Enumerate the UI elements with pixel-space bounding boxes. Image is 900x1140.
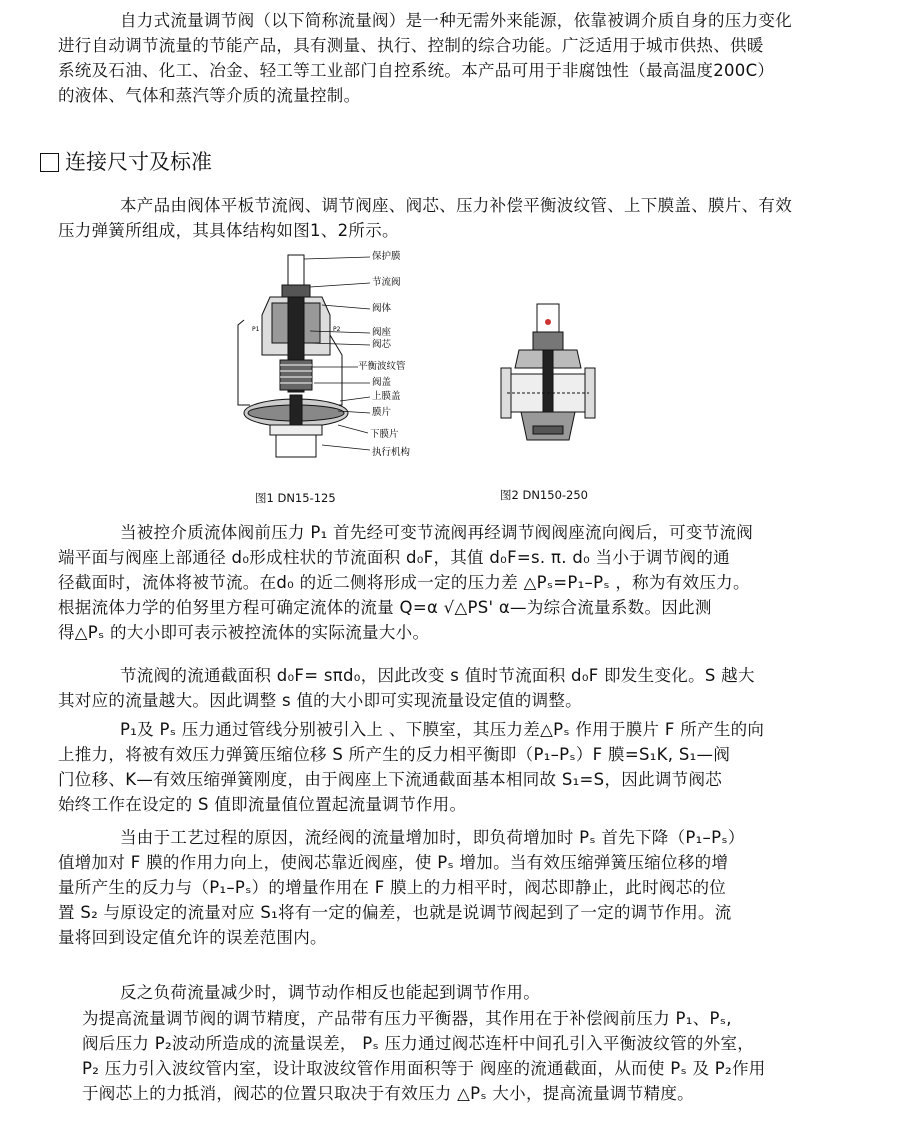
final-paragraph bbox=[82, 1006, 882, 1106]
fig1-label: 阀体 bbox=[372, 303, 392, 314]
body-line: 端平面与阀座上部通径 d₀形成柱状的节流面积 d₀F，其值 d₀F=s. π. d₀ 当小于调节阀的通 bbox=[58, 548, 730, 567]
final-line: 于阀芯上的力抵消，阀芯的位置只取决于有效压力 △Pₛ 大小，提高流量调节精度。 bbox=[82, 1084, 694, 1103]
figure2-valve-drawing bbox=[495, 300, 605, 460]
final-line: 为提高流量调节阀的调节精度，产品带有压力平衡器，其作用在于补偿阀前压力 P₁、Pₛ, bbox=[82, 1009, 732, 1028]
body-line: 门位移、K—有效压缩弹簧刚度，由于阀座上下流通截面基本相同故 S₁=S，因此调节阀芯 bbox=[58, 770, 723, 789]
section-title: 连接尺寸及标准 bbox=[65, 150, 212, 174]
section-heading bbox=[40, 148, 212, 176]
fig1-label: 上膜盖 bbox=[372, 391, 401, 402]
body-line: 其对应的流量越大。因此调整 s 值的大小即可实现流量设定值的调整。 bbox=[58, 691, 582, 710]
body-line: 量所产生的反力与（P₁–Pₛ）的增量作用在 F 膜上的力相平时，阀芯即静止，此时阀芯的位 bbox=[58, 878, 727, 897]
body-line: 当由于工艺过程的原因，流经阀的流量增加时，即负荷增加时 Pₛ 首先下降（P₁–Pₛ） bbox=[120, 828, 745, 847]
body-line: 置 S₂ 与原设定的流量对应 S₁将有一定的偏差，也就是说调节阀起到了一定的调节作用。流 bbox=[58, 903, 732, 922]
final-line: 阀后压力 P₂波动所造成的流量误差， Pₛ 压力通过阀芯连杆中间孔引入平衡波纹管的外室， bbox=[82, 1034, 755, 1053]
body-line: 始终工作在设定的 S 值即流量值位置起流量调节作用。 bbox=[58, 795, 467, 814]
fig1-label: 保护膜 bbox=[372, 251, 401, 262]
structure-line: 本产品由阀体平板节流阀、调节阀座、阀芯、压力补偿平衡波纹管、上下膜盖、膜片、有效 bbox=[120, 196, 792, 215]
fig1-label: 阀盖 bbox=[372, 377, 392, 388]
body-line: 值增加对 F 膜的作用力向上，使阀芯靠近阀座，使 Pₛ 增加。当有效压缩弹簧压缩位移的增 bbox=[58, 853, 729, 872]
body-line: 反之负荷流量减少时，调节动作相反也能起到调节作用。 bbox=[120, 983, 540, 1002]
body-line: 根据流体力学的伯努里方程可确定流体的流量 Q=α √△PS' α—为综合流量系数。因此测 bbox=[58, 598, 712, 617]
body-paragraph-4 bbox=[58, 825, 858, 950]
body-line: P₁及 Pₛ 压力通过管线分别被引入上 、下膜室，其压力差△Pₛ 作用于膜片 F 所产生的向 bbox=[120, 720, 765, 739]
intro-line: 进行自动调节流量的节能产品，具有测量、执行、控制的综合功能。广泛适用于城市供热、供暖 bbox=[58, 36, 764, 55]
fig1-label: 下膜片 bbox=[370, 429, 399, 440]
body-paragraph-1 bbox=[58, 520, 858, 645]
structure-line: 压力弹簧所组成，其具体结构如图1、2所示。 bbox=[58, 221, 399, 240]
final-line: P₂ 压力引入波纹管内室，设计取波纹管作用面积等于 阀座的流通截面，从而使 Pₛ 及 P₂作用 bbox=[82, 1059, 766, 1078]
intro-line: 系统及石油、化工、冶金、轻工等工业部门自控系统。本产品可用于非腐蚀性（最高温度200C） bbox=[58, 61, 775, 80]
figure1-valve-drawing bbox=[230, 245, 430, 460]
intro-line: 的液体、气体和蒸汽等介质的流量控制。 bbox=[58, 86, 361, 105]
body-line: 当被控介质流体阀前压力 P₁ 首先经可变节流阀再经调节阀阀座流向阀后，可变节流阀 bbox=[120, 523, 754, 542]
body-paragraph-2 bbox=[58, 663, 858, 713]
body-line: 径截面时，流体将被节流。在d₀ 的近二侧将形成一定的压力差 △Pₛ=P₁–Pₛ ，称为有效压力。 bbox=[58, 573, 750, 592]
structure-paragraph bbox=[58, 193, 858, 243]
fig1-label: 阀座 bbox=[372, 327, 392, 338]
body-paragraph-3 bbox=[58, 717, 858, 817]
fig1-label: 膜片 bbox=[372, 407, 392, 418]
intro-line: 自力式流量调节阀（以下简称流量阀）是一种无需外来能源，依靠被调介质自身的压力变化 bbox=[120, 11, 792, 30]
body-line: 得△Pₛ 的大小即可表示被控流体的实际流量大小。 bbox=[58, 623, 430, 642]
fig1-label: 平衡波纹管 bbox=[358, 361, 406, 372]
intro-paragraph bbox=[58, 8, 858, 108]
figure1-caption: 图1 DN15-125 bbox=[255, 491, 336, 505]
fig1-label: 阀芯 bbox=[372, 339, 392, 350]
fig1-port-label: P2 bbox=[333, 326, 341, 333]
body-line: 上推力，将被有效压力弹簧压缩位移 S 所产生的反力相平衡即（P₁–Pₛ）F 膜=S₁K, S₁—阀 bbox=[58, 745, 731, 764]
figure2-caption: 图2 DN150-250 bbox=[500, 488, 588, 502]
fig1-port-label: P1 bbox=[252, 326, 260, 333]
fig1-label: 执行机构 bbox=[372, 447, 411, 458]
body-paragraph-5 bbox=[58, 980, 858, 1005]
body-line: 量将回到设定值允许的误差范围内。 bbox=[58, 928, 327, 947]
body-line: 节流阀的流通截面积 d₀F= sπd₀，因此改变 s 值时节流面积 d₀F 即发生变化。S 越大 bbox=[120, 666, 755, 685]
checkbox-square-icon bbox=[40, 153, 59, 172]
fig1-label: 节流阀 bbox=[372, 277, 401, 288]
